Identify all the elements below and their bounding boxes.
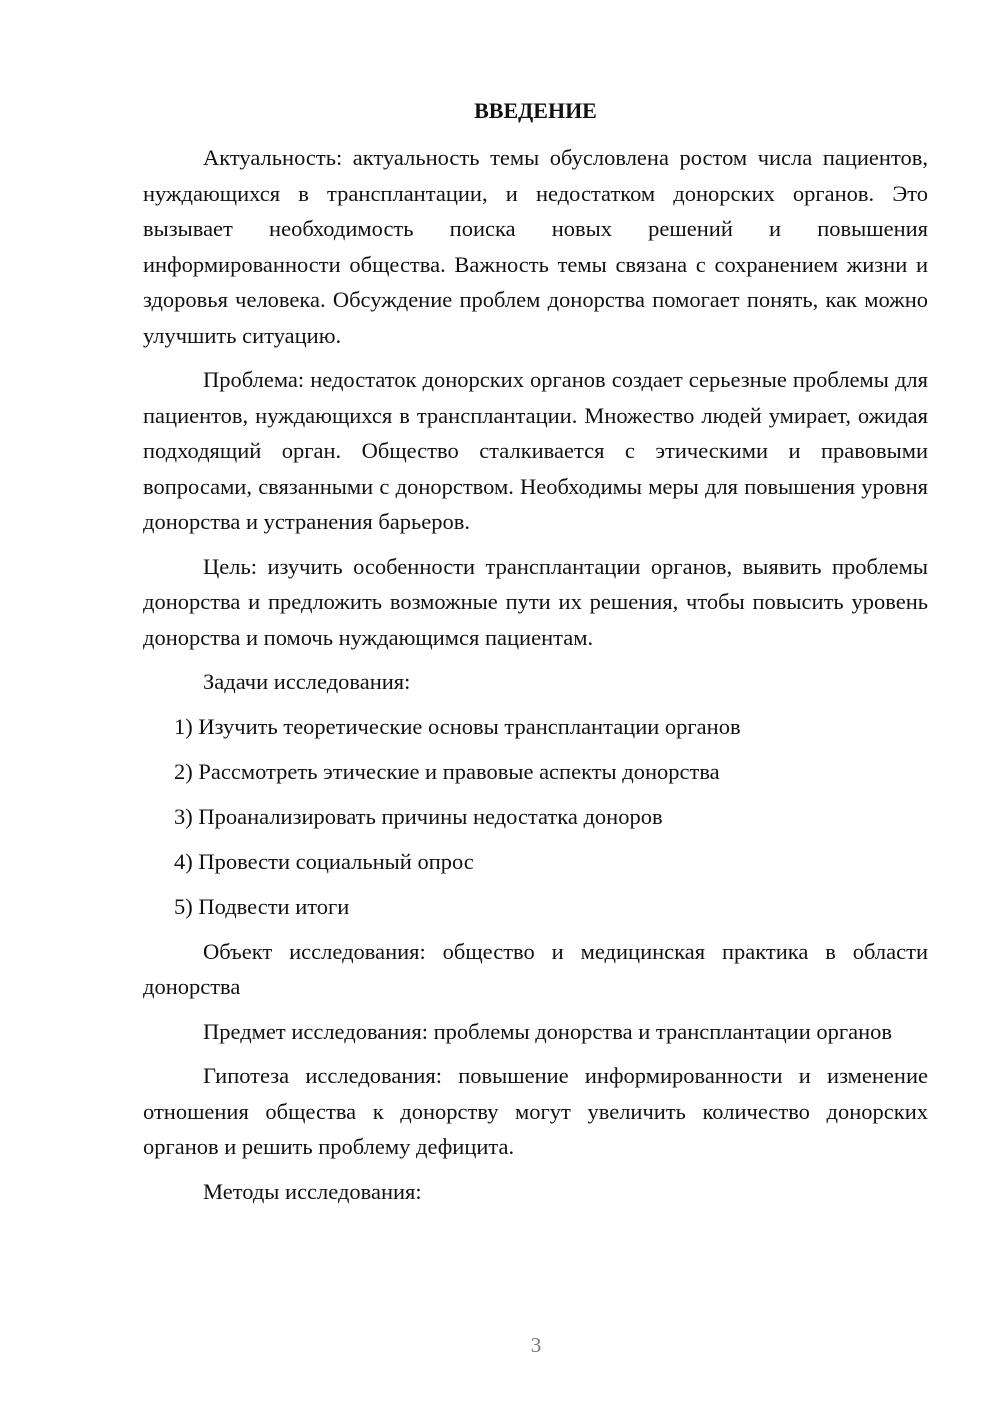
section-heading: ВВЕДЕНИЕ <box>474 98 597 123</box>
paragraph-tasks-heading: Задачи исследования: <box>203 669 411 694</box>
paragraph-methods: Методы исследования: <box>203 1178 422 1204</box>
list-item: 3) Проанализировать причины недостатка доноров <box>174 803 663 829</box>
paragraph-relevance: Актуальность: актуальность темы обусловлена ростом числа пациентов, нуждающихся в трансплантации, и недостатком донорских органов. Это вызывает необходимость поиска новых решений и повышения информированности общества. Важность темы связана с сохранением жизни и здоровья человека. Обсуждение проблем донорства помогает понять, как можно улучшить ситуацию. <box>143 145 928 348</box>
list-item: 2) Рассмотреть этические и правовые аспекты донорства <box>174 758 720 784</box>
tasks-list <box>143 709 928 925</box>
paragraph-hypothesis: Гипотеза исследования: повышение информированности и изменение отношения общества к донорству могут увеличить количество донорских органов и решить проблему дефицита. <box>143 1063 928 1159</box>
paragraph-subject: Предмет исследования: проблемы донорства и трансплантации органов <box>203 1018 892 1044</box>
list-item: 4) Провести социальный опрос <box>174 848 474 874</box>
paragraph-problem: Проблема: недостаток донорских органов создает серьезные проблемы для пациентов, нуждающихся в трансплантации. Множество людей умирает, ожидая подходящий орган. Общество сталкивается с этическими и правовыми вопросами, связанными с донорством. Необходимы меры для повышения уровня донорства и устранения барьеров. <box>143 367 928 534</box>
page-number: 3 <box>530 1333 542 1357</box>
list-item: 5) Подвести итоги <box>174 893 350 919</box>
paragraph-object: Объект исследования: общество и медицинская практика в области донорства <box>143 938 928 999</box>
paragraph-goal: Цель: изучить особенности трансплантации органов, выявить проблемы донорства и предложить возможные пути их решения, чтобы повысить уровень донорства и помочь нуждающимся пациентам. <box>143 553 928 650</box>
list-item: 1) Изучить теоретические основы трансплантации органов <box>174 713 741 739</box>
page-content <box>143 96 928 1218</box>
